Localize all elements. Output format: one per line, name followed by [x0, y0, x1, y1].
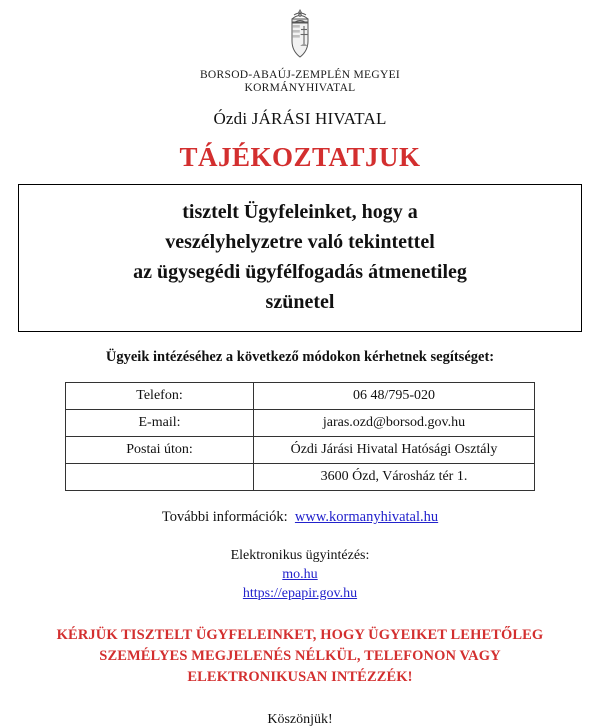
electronic-administration-block — [18, 546, 582, 603]
kormanyhivatal-link[interactable]: www.kormanyhivatal.hu — [294, 509, 439, 525]
emphasis-line-3: ELEKTRONIKUSAN INTÉZZÉK! — [187, 669, 413, 685]
contact-table — [65, 382, 535, 491]
organization-line-1: BORSOD-ABAÚJ-ZEMPLÉN MEGYEI — [199, 69, 401, 81]
emphasis-line-1: KÉRJÜK TISZTELT ÜGYFELEINKET, HOGY ÜGYEIKET LEHETŐLEG — [56, 627, 544, 643]
notice-line-3: az ügysegédi ügyfélfogadás átmenetileg — [133, 261, 467, 283]
electronic-label: Elektronikus ügyintézés: — [230, 548, 370, 563]
contact-value-phone: 06 48/795-020 — [254, 383, 535, 410]
emphasis-line-2: SZEMÉLYES MEGJELENÉS NÉLKÜL, TELEFONON VAGY — [99, 648, 501, 664]
contact-label-phone: Telefon: — [66, 383, 254, 410]
notice-line-4: szünetel — [265, 291, 335, 313]
contact-value-post-address: 3600 Ózd, Városház tér 1. — [254, 464, 535, 491]
table-row — [66, 410, 535, 437]
further-info-line — [18, 509, 582, 526]
contact-label-post: Postai úton: — [66, 437, 254, 464]
emphasis-block — [18, 625, 582, 688]
epapir-link[interactable]: https://epapir.gov.hu — [242, 586, 358, 601]
contact-label-empty — [66, 464, 254, 491]
district-office-title: Ózdi JÁRÁSI HIVATAL — [213, 109, 387, 128]
notice-message-box — [18, 184, 582, 332]
contact-value-post-office: Ózdi Járási Hivatal Hatósági Osztály — [254, 437, 535, 464]
crest-container — [18, 0, 582, 69]
table-row — [66, 464, 535, 491]
magyarorszag-link[interactable]: mo.hu — [282, 567, 318, 582]
thanks-text: Köszönjük! — [267, 712, 333, 727]
contact-label-email: E-mail: — [66, 410, 254, 437]
notice-line-1: tisztelt Ügyfeleinket, hogy a — [182, 201, 418, 223]
hungarian-coat-of-arms-icon — [280, 8, 320, 64]
further-info-label: További információk: — [161, 509, 288, 525]
table-row — [66, 437, 535, 464]
table-row — [66, 383, 535, 410]
notice-line-2: veszélyhelyzetre való tekintettel — [165, 231, 435, 253]
notice-title: TÁJÉKOZTATJUK — [179, 142, 421, 172]
lead-text: Ügyeik intézéséhez a következő módokon kérhetnek segítséget: — [105, 349, 495, 365]
contact-value-email: jaras.ozd@borsod.gov.hu — [254, 410, 535, 437]
organization-line-2: KORMÁNYHIVATAL — [244, 82, 356, 94]
